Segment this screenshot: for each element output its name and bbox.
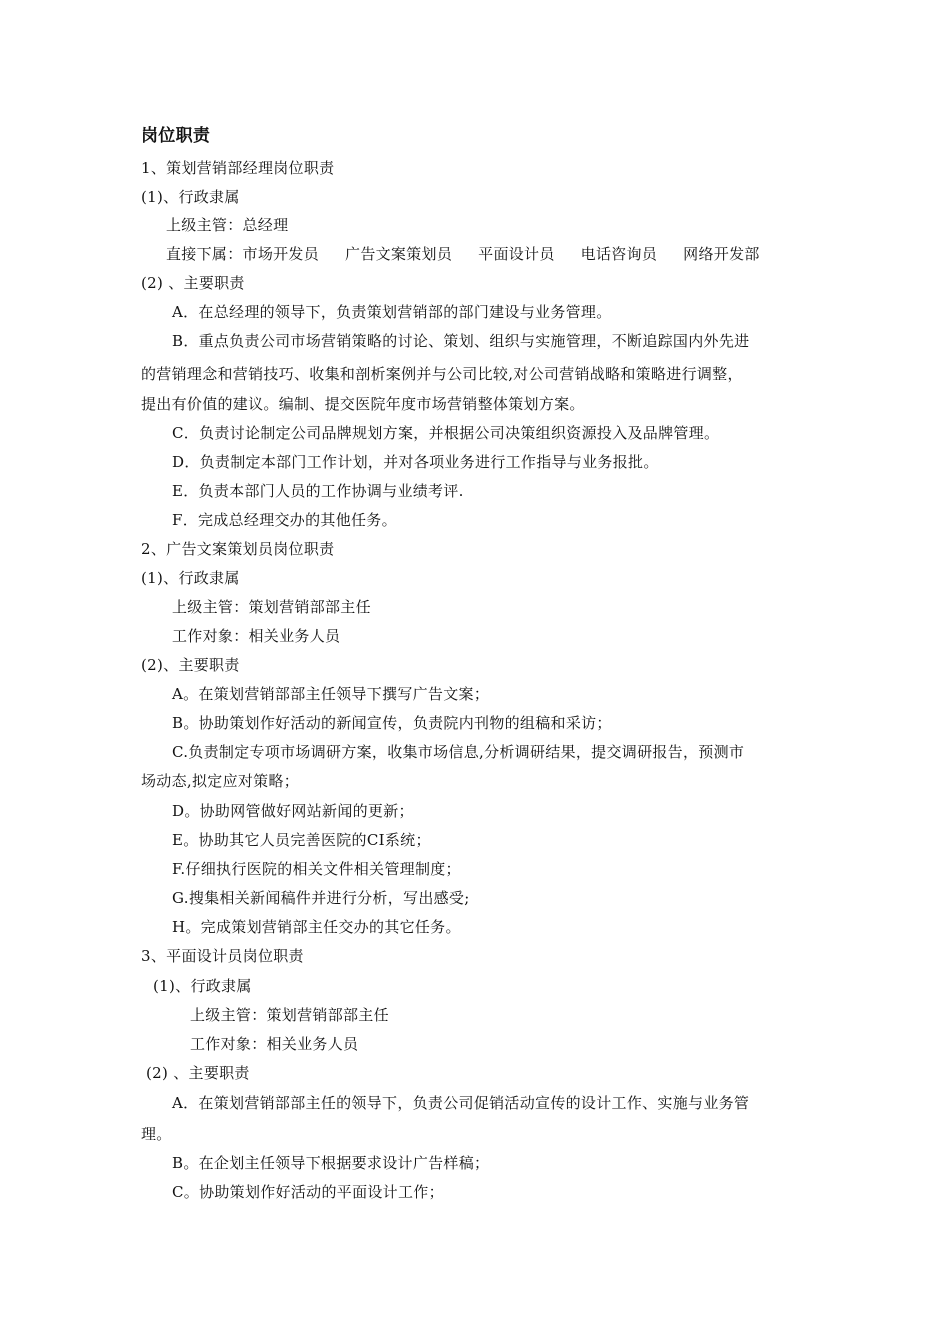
subordinates-label: 直接下属：: [166, 245, 243, 263]
section-1-duty-e: E．负责本部门人员的工作协调与业绩考评.: [172, 482, 464, 500]
section-2-duties-heading: (2)、主要职责: [141, 656, 240, 674]
section-2-duty-f: F.仔细执行医院的相关文件相关管理制度；: [172, 860, 461, 878]
section-3-duty-c: C。协助策划作好活动的平面设计工作；: [172, 1183, 444, 1201]
section-2-duty-c-line2: 场动态,拟定应对策略；: [141, 772, 300, 790]
section-3-duties-heading: (2) 、主要职责: [146, 1064, 250, 1082]
section-1-duty-b-line1: B．重点负责公司市场营销策略的讨论、策划、组织与实施管理，不断追踪国内外先进: [172, 332, 750, 350]
section-2-duty-b: B。协助策划作好活动的新闻宣传，负责院内刊物的组稿和采访；: [172, 714, 612, 732]
section-3-heading: 3、平面设计员岗位职责: [141, 947, 304, 965]
section-2-duty-a: A。在策划营销部部主任领导下撰写广告文案；: [172, 685, 490, 703]
section-3-duty-a-line1: A．在策划营销部部主任的领导下，负责公司促销活动宣传的设计工作、实施与业务管: [172, 1094, 750, 1112]
section-2-heading: 2、广告文案策划员岗位职责: [141, 540, 335, 558]
section-2-work-target: 工作对象：相关业务人员: [172, 627, 341, 645]
section-1-duty-a: A．在总经理的领导下，负责策划营销部的部门建设与业务管理。: [172, 303, 612, 321]
section-2-duty-c-line1: C.负责制定专项市场调研方案，收集市场信息,分析调研结果，提交调研报告，预测市: [172, 743, 745, 761]
section-1-duty-b-line3: 提出有价值的建议。编制、提交医院年度市场营销整体策划方案。: [141, 395, 585, 413]
subordinate-item: 市场开发员: [242, 245, 320, 263]
section-1-supervisor: 上级主管：总经理: [166, 216, 289, 234]
section-3-duty-b: B。在企划主任领导下根据要求设计广告样稿；: [172, 1154, 490, 1172]
section-2-duty-g: G.搜集相关新闻稿件并进行分析，写出感受;: [172, 889, 470, 907]
section-3-supervisor: 上级主管：策划营销部部主任: [190, 1006, 389, 1024]
section-1-duties-heading: (2) 、主要职责: [141, 274, 245, 292]
section-3-duty-a-line2: 理。: [141, 1125, 172, 1143]
document-title: 岗位职责: [141, 126, 211, 146]
section-2-duty-d: D。协助网管做好网站新闻的更新；: [172, 802, 414, 820]
section-1-duty-c: C．负责讨论制定公司品牌规划方案，并根据公司决策组织资源投入及品牌管理。: [172, 424, 720, 442]
section-1-subordinates: [166, 244, 760, 264]
section-3-work-target: 工作对象：相关业务人员: [190, 1035, 359, 1053]
section-1-duty-b-line2: 的营销理念和营销技巧、收集和剖析案例并与公司比较,对公司营销战略和策略进行调整，: [141, 365, 743, 383]
section-1-heading: 1、策划营销部经理岗位职责: [141, 159, 335, 177]
section-3-admin-heading: (1)、行政隶属: [153, 977, 252, 995]
section-2-duty-h: H。完成策划营销部主任交办的其它任务。: [172, 918, 461, 936]
section-2-admin-heading: (1)、行政隶属: [141, 569, 240, 587]
subordinate-item: 网络开发部: [683, 245, 760, 263]
section-2-supervisor: 上级主管：策划营销部部主任: [172, 598, 371, 616]
section-1-admin-heading: (1)、行政隶属: [141, 188, 240, 206]
subordinate-item: 电话咨询员: [580, 245, 658, 263]
section-1-duty-f: F．完成总经理交办的其他任务。: [172, 511, 397, 529]
section-1-duty-d: D．负责制定本部门工作计划，并对各项业务进行工作指导与业务报批。: [172, 453, 659, 471]
subordinate-item: 广告文案策划员: [345, 245, 453, 263]
subordinate-item: 平面设计员: [478, 245, 555, 263]
section-2-duty-e: E。协助其它人员完善医院的CI系统；: [172, 831, 431, 849]
